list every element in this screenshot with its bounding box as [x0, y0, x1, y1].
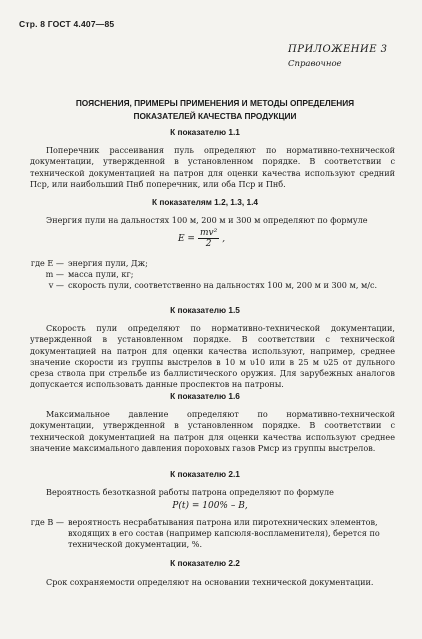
formula-numerator: mv² — [199, 228, 218, 238]
section-text-2-2: Срок сохраняемости определяют на основании технической документации. — [46, 577, 374, 587]
definition-row: m — масса пули, кг; — [45, 269, 134, 279]
section-text-2-1: Вероятность безотказной работы патрона определяют по формуле — [46, 487, 334, 497]
section-heading-1-1: К показателю 1.1 — [170, 127, 240, 137]
energy-formula — [178, 228, 225, 249]
section-text-1-2: Энергия пули на дальностях 100 м, 200 м и 300 м определяют по формуле — [46, 215, 368, 225]
formula-lhs: E = — [178, 233, 195, 244]
section-heading-1-5: К показателю 1.5 — [170, 305, 240, 315]
section-text-1-6: Максимальное давление определяют по нормативно-технической документации, утвержденной в установленном порядке. В соответствии с технической документацией на патрон для оценки качества используют среднее значение максимального давления пороховых газов Pмср из группы выстрелов. — [30, 409, 395, 453]
formula-fraction — [198, 228, 219, 249]
document-title — [40, 97, 390, 123]
energy-definitions — [28, 258, 400, 291]
section-text-1-5: Скорость пули определяют по нормативно-технической документации, утвержденной в установленном порядке. В соответствии с технической документацией на патрон для оценки качества используют, например, среднее значение скорости из группы выстрелов в 10 м υ10 или в 25 м υ25 от дульного среза ствола при стрельбе из баллистического оружия. Для зарубежных аналогов допускается использовать данные проспектов на патроны. — [30, 323, 395, 390]
definition-row: где E — энергия пули, Дж; — [30, 258, 148, 268]
page-header: Стр. 8 ГОСТ 4.407—85 — [19, 19, 115, 29]
section-heading-1-6: К показателю 1.6 — [170, 391, 240, 401]
title-line-1: ПОЯСНЕНИЯ, ПРИМЕРЫ ПРИМЕНЕНИЯ И МЕТОДЫ ОПРЕДЕЛЕНИЯ — [75, 98, 355, 108]
probability-formula: P(t) = 100% – B, — [172, 501, 248, 511]
probability-definition: где B — вероятность несрабатывания патрона или пиротехнических элементов, входящих в его состав (например капсюля-воспламенителя), берется по технической документации, %. — [30, 517, 380, 549]
formula-tail: , — [222, 233, 226, 244]
section-heading-2-2: К показателю 2.2 — [170, 558, 240, 568]
section-text-1-1: Поперечник рассеивания пуль определяют по нормативно-технической документации, утвержденной в установленном порядке. В соответствии с технической документацией на патрон для оценки качества используют средний Пср, или наибольший Пнб поперечник, или оба Пср и Пнб. — [30, 145, 395, 189]
appendix-title: ПРИЛОЖЕНИЕ 3 — [288, 44, 388, 55]
section-heading-2-1: К показателю 2.1 — [170, 469, 240, 479]
formula-denominator: 2 — [205, 239, 212, 249]
appendix-block — [288, 44, 398, 69]
section-heading-1-2: К показателям 1.2, 1.3, 1.4 — [151, 197, 258, 207]
definition-row: v — скорость пули, соответственно на дальностях 100 м, 200 м и 300 м, м/с. — [48, 280, 378, 290]
title-line-2: ПОКАЗАТЕЛЕЙ КАЧЕСТВА ПРОДУКЦИИ — [133, 111, 297, 121]
appendix-subtitle: Справочное — [288, 59, 342, 69]
